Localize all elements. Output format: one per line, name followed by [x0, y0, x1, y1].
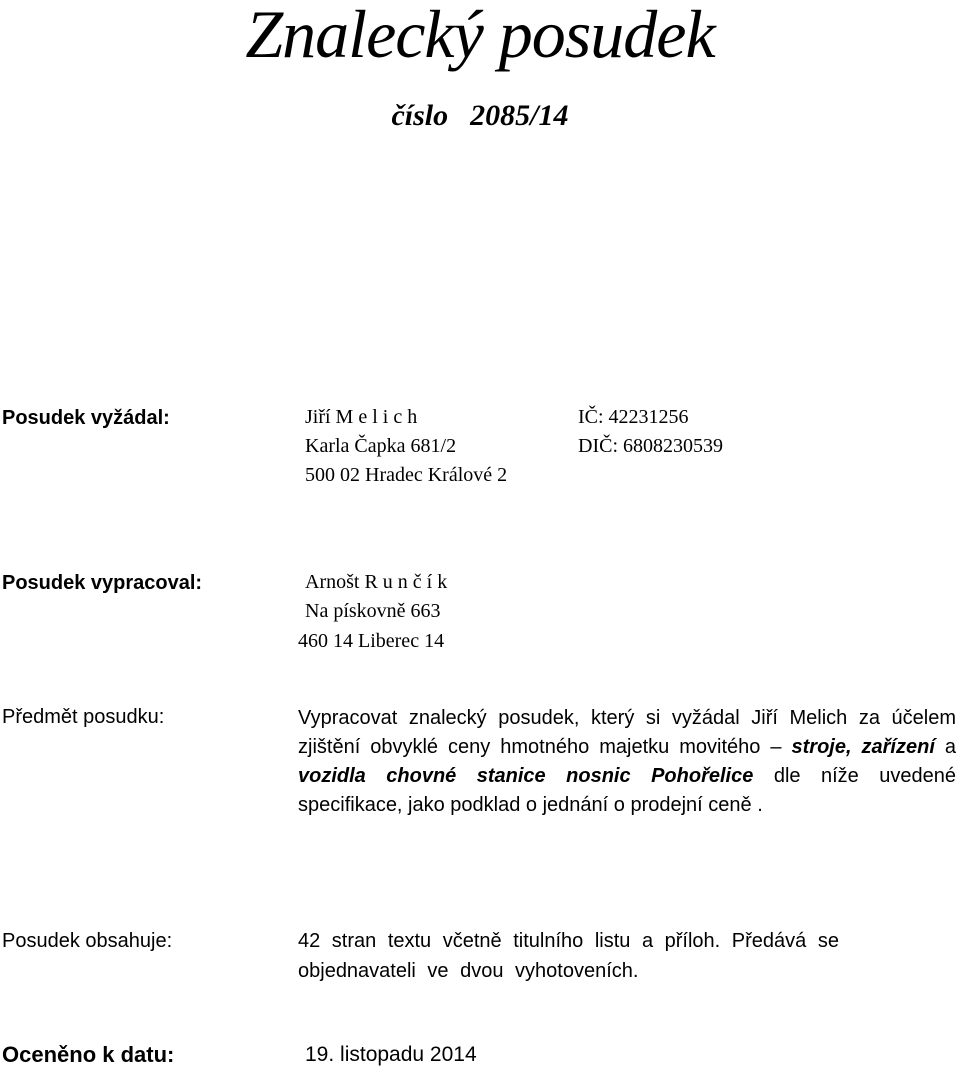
subject-emphasis-1: stroje, zařízení [791, 736, 935, 758]
requested-by-name-text: Jiří M e l i c h [305, 406, 418, 428]
document-number [0, 100, 960, 132]
requested-by-label: Posudek vyžádal: [2, 407, 170, 429]
prepared-by-name: Arnošt R u n č í k [305, 571, 448, 593]
requested-by-dic: DIČ: 6808230539 [578, 435, 723, 457]
subject-label: Předmět posudku: [2, 706, 165, 728]
document-title: Znalecký posudek [245, 0, 715, 72]
contents-label: Posudek obsahuje: [2, 930, 173, 952]
requested-by-street: Karla Čapka 681/2 [305, 435, 457, 457]
prepared-by-label: Posudek vypracoval: [2, 572, 203, 594]
subject-text-2: a [944, 736, 957, 758]
requested-by-name [305, 403, 417, 431]
requested-by-city: 500 02 Hradec Králové 2 [305, 464, 508, 486]
document-number-value: 2085/14 [470, 99, 569, 132]
prepared-by-city: 460 14 Liberec 14 [298, 630, 445, 652]
requested-by-ic: IČ: 42231256 [578, 406, 689, 428]
valuation-date-label: Oceněno k datu: [2, 1042, 175, 1067]
subject-text-3: dle níže uvedené specifikace, jako podklad o jednání o prodejní ceně . [298, 765, 957, 816]
document-number-label: číslo [391, 99, 449, 132]
contents-text: 42 stran textu včetně titulního listu a příloh. Předává se objednavateli ve dvou vyhotoveních. [298, 930, 839, 982]
subject-emphasis-2: vozidla chovné stanice nosnic Pohořelice [298, 765, 754, 787]
prepared-by-street: Na pískovně 663 [305, 600, 441, 622]
subject-text [298, 704, 956, 820]
subject-text-1: Vypracovat znalecký posudek, který si vyžádal Jiří Melich za účelem zjištění obvyklé ceny hmotného majetku movitého – [298, 707, 956, 758]
valuation-date-value: 19. listopadu 2014 [305, 1043, 477, 1066]
